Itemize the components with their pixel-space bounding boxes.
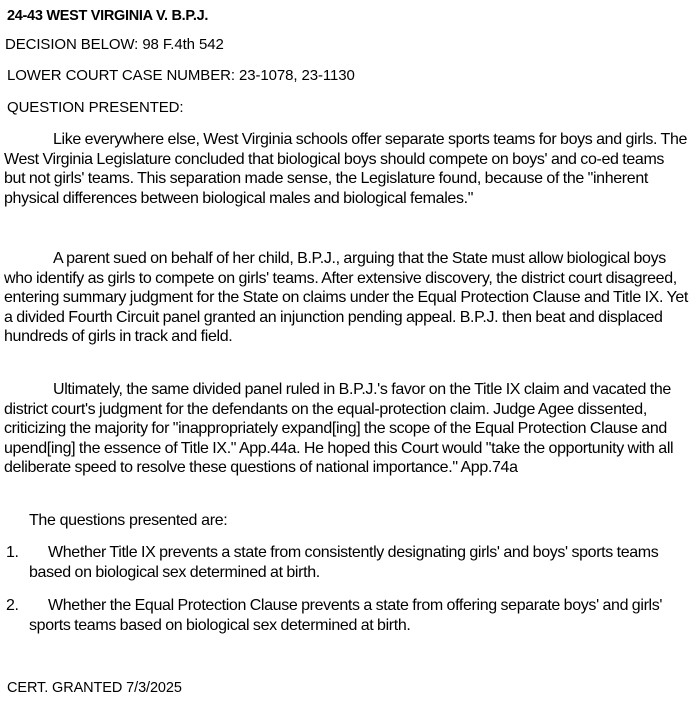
paragraph: A parent sued on behalf of her child, B.P.J., arguing that the State must allow biological boys who identify as girls to compete on girls' teams. After extensive discovery, the district court disagreed, entering summary judgment for the State on claims under the Equal Protection Clause and Title IX. Yet a divided Fourth Circuit panel granted an injunction pending appeal. B.P.J. then beat and displaced hundreds of girls in track and field.	[4, 250, 688, 345]
paragraph: Ultimately, the same divided panel ruled in B.P.J.'s favor on the Title IX claim and vacated the district court's judgment for the defendants on the equal-protection claim. Judge Agee dissented, criticizing the majority for "inappropriately expand[ing] the scope of the Equal Protection Clause and upend[ing] the essence of Title IX." App.44a. He hoped this Court would "take the opportunity with all deliberate speed to resolve these questions of national importance." App.74a	[4, 381, 674, 476]
question-text: Whether the Equal Protection Clause prevents a state from offering separate boys' and girls' sports teams based on biological sex determined at birth.	[29, 597, 663, 634]
question-number: 2.	[6, 597, 19, 614]
question-text: Whether Title IX prevents a state from consistently designating girls' and boys' sports teams based on biological sex determined at birth.	[29, 544, 659, 581]
cert-granted: CERT. GRANTED 7/3/2025	[7, 680, 182, 696]
question-number: 1.	[6, 544, 19, 561]
lower-court-case-number: LOWER COURT CASE NUMBER: 23-1078, 23-1130	[7, 67, 355, 84]
paragraph: Like everywhere else, West Virginia schools offer separate sports teams for boys and girls. The West Virginia Legislature concluded that biological boys should compete on boys' and co-ed teams but not girls' teams. This separation made sense, the Legislature found, because of the "inherent physical differences between biological males and biological females."	[4, 131, 688, 207]
case-title: 24-43 WEST VIRGINIA V. B.P.J.	[7, 8, 209, 24]
question-presented-heading: QUESTION PRESENTED:	[7, 99, 184, 116]
question-list-item	[6, 543, 689, 582]
question-list-item	[6, 596, 689, 635]
questions-intro: The questions presented are:	[29, 512, 228, 529]
decision-below: DECISION BELOW: 98 F.4th 542	[5, 36, 224, 53]
